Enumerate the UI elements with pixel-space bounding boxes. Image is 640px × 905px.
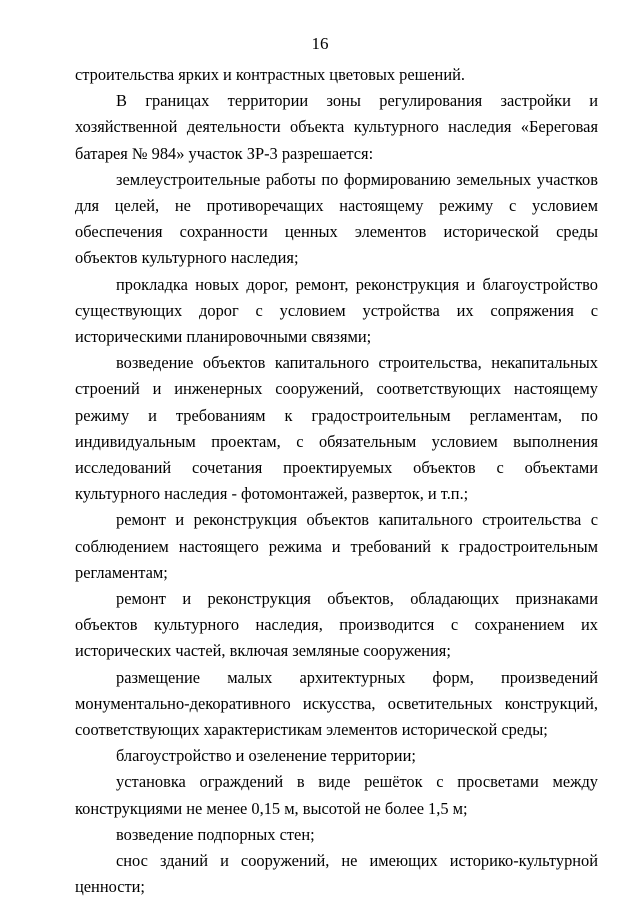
paragraph-demolition: снос зданий и сооружений, не имеющих историко-культурной ценности; [75, 851, 598, 897]
paragraph-small-forms: размещение малых архитектурных форм, произведений монументально-декоративного искусства, осветительных конструкций, соответствующих характеристикам элементов исторической среды; [75, 667, 598, 740]
paragraph-continuation: строительства ярких и контрастных цветовых решений. [75, 65, 465, 84]
paragraph-fences: установка ограждений в виде решёток с просветами между конструкциями не менее 0,15 м, высотой не более 1,5 м; [75, 772, 598, 818]
paragraph-construction: возведение объектов капитального строительства, некапитальных строений и инженерных сооружений, соответствующих настоящему режиму и требованиям к градостроительным регламентам, по индивидуальным проектам, с обязательным условием выполнения исследований сочетания проектируемых объектов с объектами культурного наследия - фотомонтажей, разверток, и т.п.; [75, 353, 598, 504]
paragraph-retaining-walls: возведение подпорных стен; [116, 824, 315, 844]
document-body [75, 62, 598, 901]
paragraph-repair-heritage: ремонт и реконструкция объектов, обладающих признаками объектов культурного наследия, производится с сохранением их исторических частей, включая земляные сооружения; [75, 589, 598, 661]
paragraph-zone-intro: В границах территории зоны регулирования застройки и хозяйственной деятельности объекта культурного наследия «Береговая батарея № 984» участок ЗР-3 разрешается: [75, 91, 598, 163]
paragraph-land-works: землеустроительные работы по формированию земельных участков для целей, не противоречащих настоящему режиму с условием обеспечения сохранности ценных элементов исторической среды объектов культурного наследия; [75, 169, 598, 268]
paragraph-roads: прокладка новых дорог, ремонт, реконструкция и благоустройство существующих дорог с условием устройства их сопряжения с историческими планировочными связями; [75, 274, 598, 347]
paragraph-repair-capital: ремонт и реконструкция объектов капитального строительства с соблюдением настоящего режима и требований к градостроительным регламентам; [75, 510, 598, 582]
page-number: 16 [311, 34, 329, 53]
paragraph-landscaping: благоустройство и озеленение территории; [116, 746, 416, 766]
